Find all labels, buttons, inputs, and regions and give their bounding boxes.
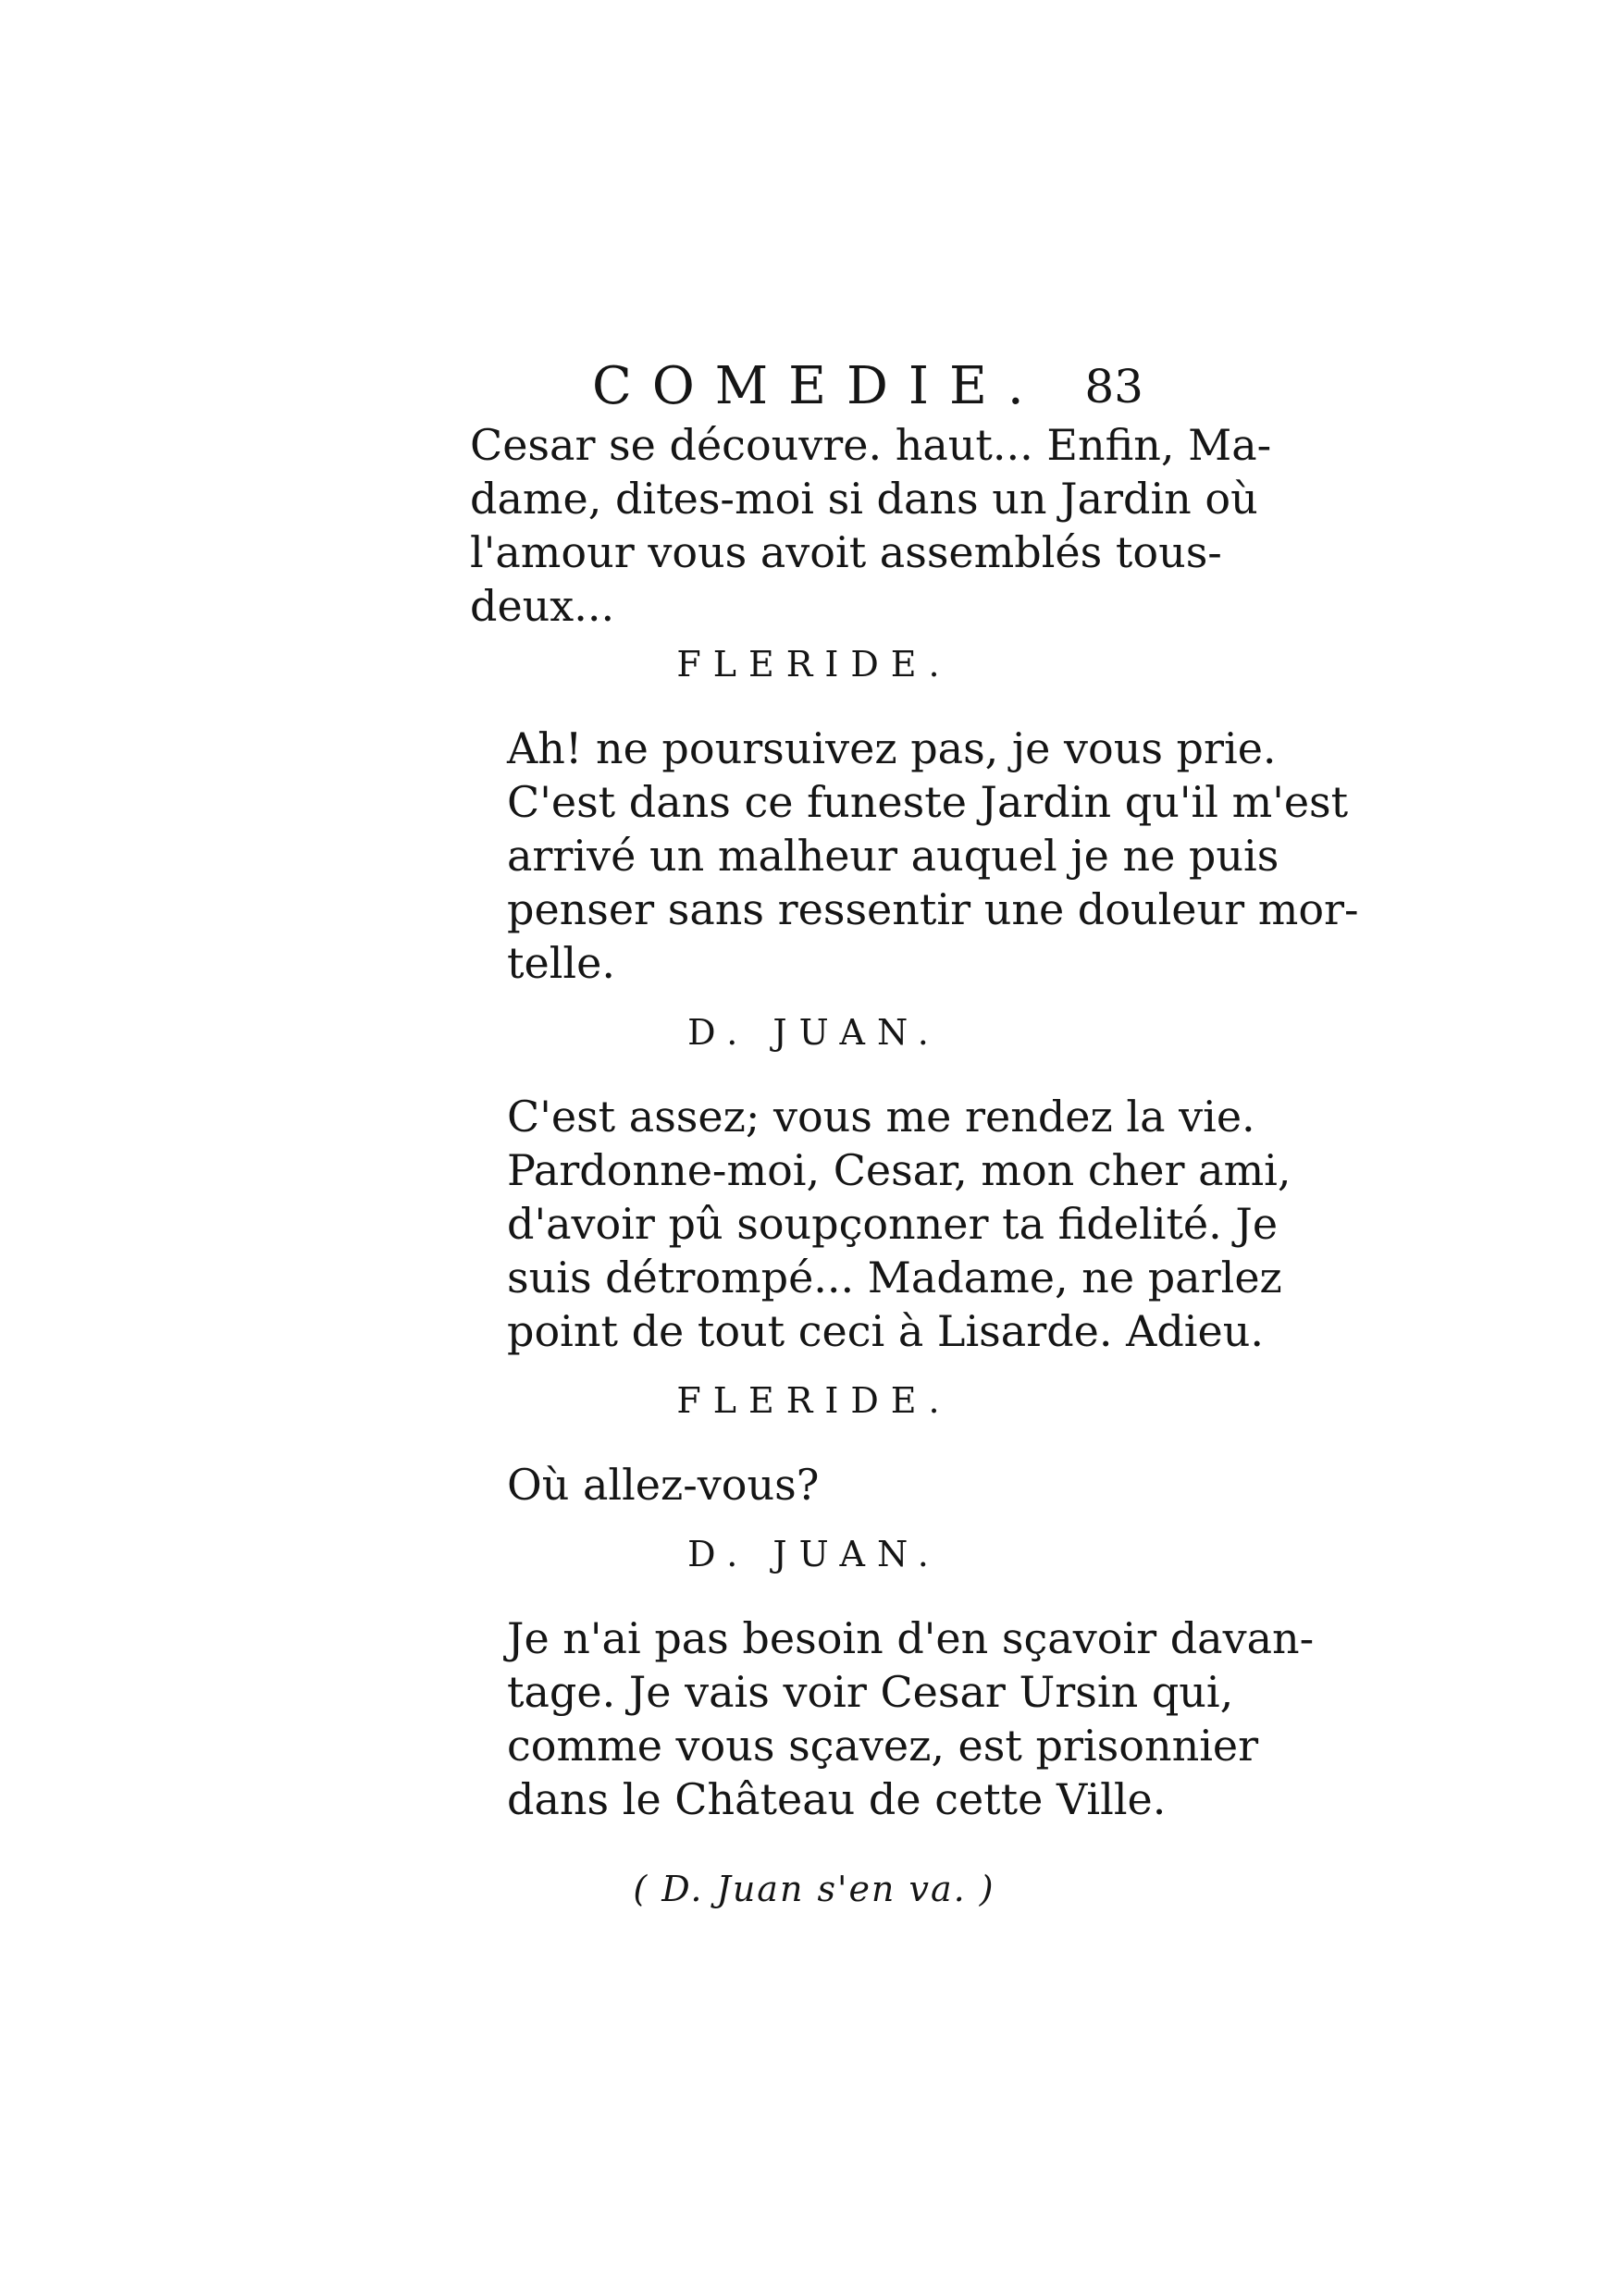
stage-direction: ( D. Juan s'en va. ) [633, 1869, 995, 1909]
text-line: Cesar se découvre. haut... Enfin, Ma- [470, 420, 1272, 470]
text-line: telle. [507, 938, 615, 988]
speech-fleride-question [470, 1458, 1158, 1512]
text-line: dame, dites-moi si dans un Jardin où [470, 474, 1258, 524]
text-line: tage. Je vais voir Cesar Ursin qui, [507, 1667, 1234, 1717]
text-line: deux... [470, 581, 615, 631]
text-line: Je n'ai pas besoin d'en sçavoir davan- [507, 1613, 1315, 1663]
speech-d-juan [470, 1090, 1291, 1358]
text-line: penser sans ressentir une douleur mor- [507, 884, 1359, 934]
speaker-name: D. JUAN. [687, 1012, 941, 1053]
speech-fleride [470, 722, 1359, 990]
text-line: dans le Château de cette Ville. [507, 1774, 1167, 1824]
running-title: COMEDIE. [592, 356, 1044, 416]
text-line: Pardonne-moi, Cesar, mon cher ami, [507, 1145, 1291, 1195]
text-line: Où allez-vous? [507, 1460, 820, 1510]
running-head [470, 357, 1158, 416]
text-line: Ah! ne poursuivez pas, je vous prie. [507, 723, 1277, 773]
text-line: arrivé un malheur auquel je ne puis [507, 831, 1279, 881]
speaker-name: FLERIDE. [676, 644, 952, 685]
text-line: l'amour vous avoit assemblés tous- [470, 527, 1222, 577]
text-line: suis détrompé... Madame, ne parlez [507, 1253, 1282, 1302]
text-line: comme vous sçavez, est prisonnier [507, 1721, 1259, 1771]
text-line: C'est assez; vous me rendez la vie. [507, 1092, 1255, 1142]
page-number: 83 [1084, 360, 1143, 414]
text-line: C'est dans ce funeste Jardin qu'il m'est [507, 777, 1349, 827]
text-line: point de tout ceci à Lisarde. Adieu. [507, 1306, 1264, 1356]
speech-d-juan-final [470, 1611, 1315, 1826]
text-block [470, 356, 1359, 1919]
speech-cesar-continued [470, 418, 1272, 633]
text-line: d'avoir pû soupçonner ta fidelité. Je [507, 1199, 1279, 1249]
speaker-name: D. JUAN. [687, 1534, 941, 1574]
speaker-name: FLERIDE. [676, 1380, 952, 1421]
